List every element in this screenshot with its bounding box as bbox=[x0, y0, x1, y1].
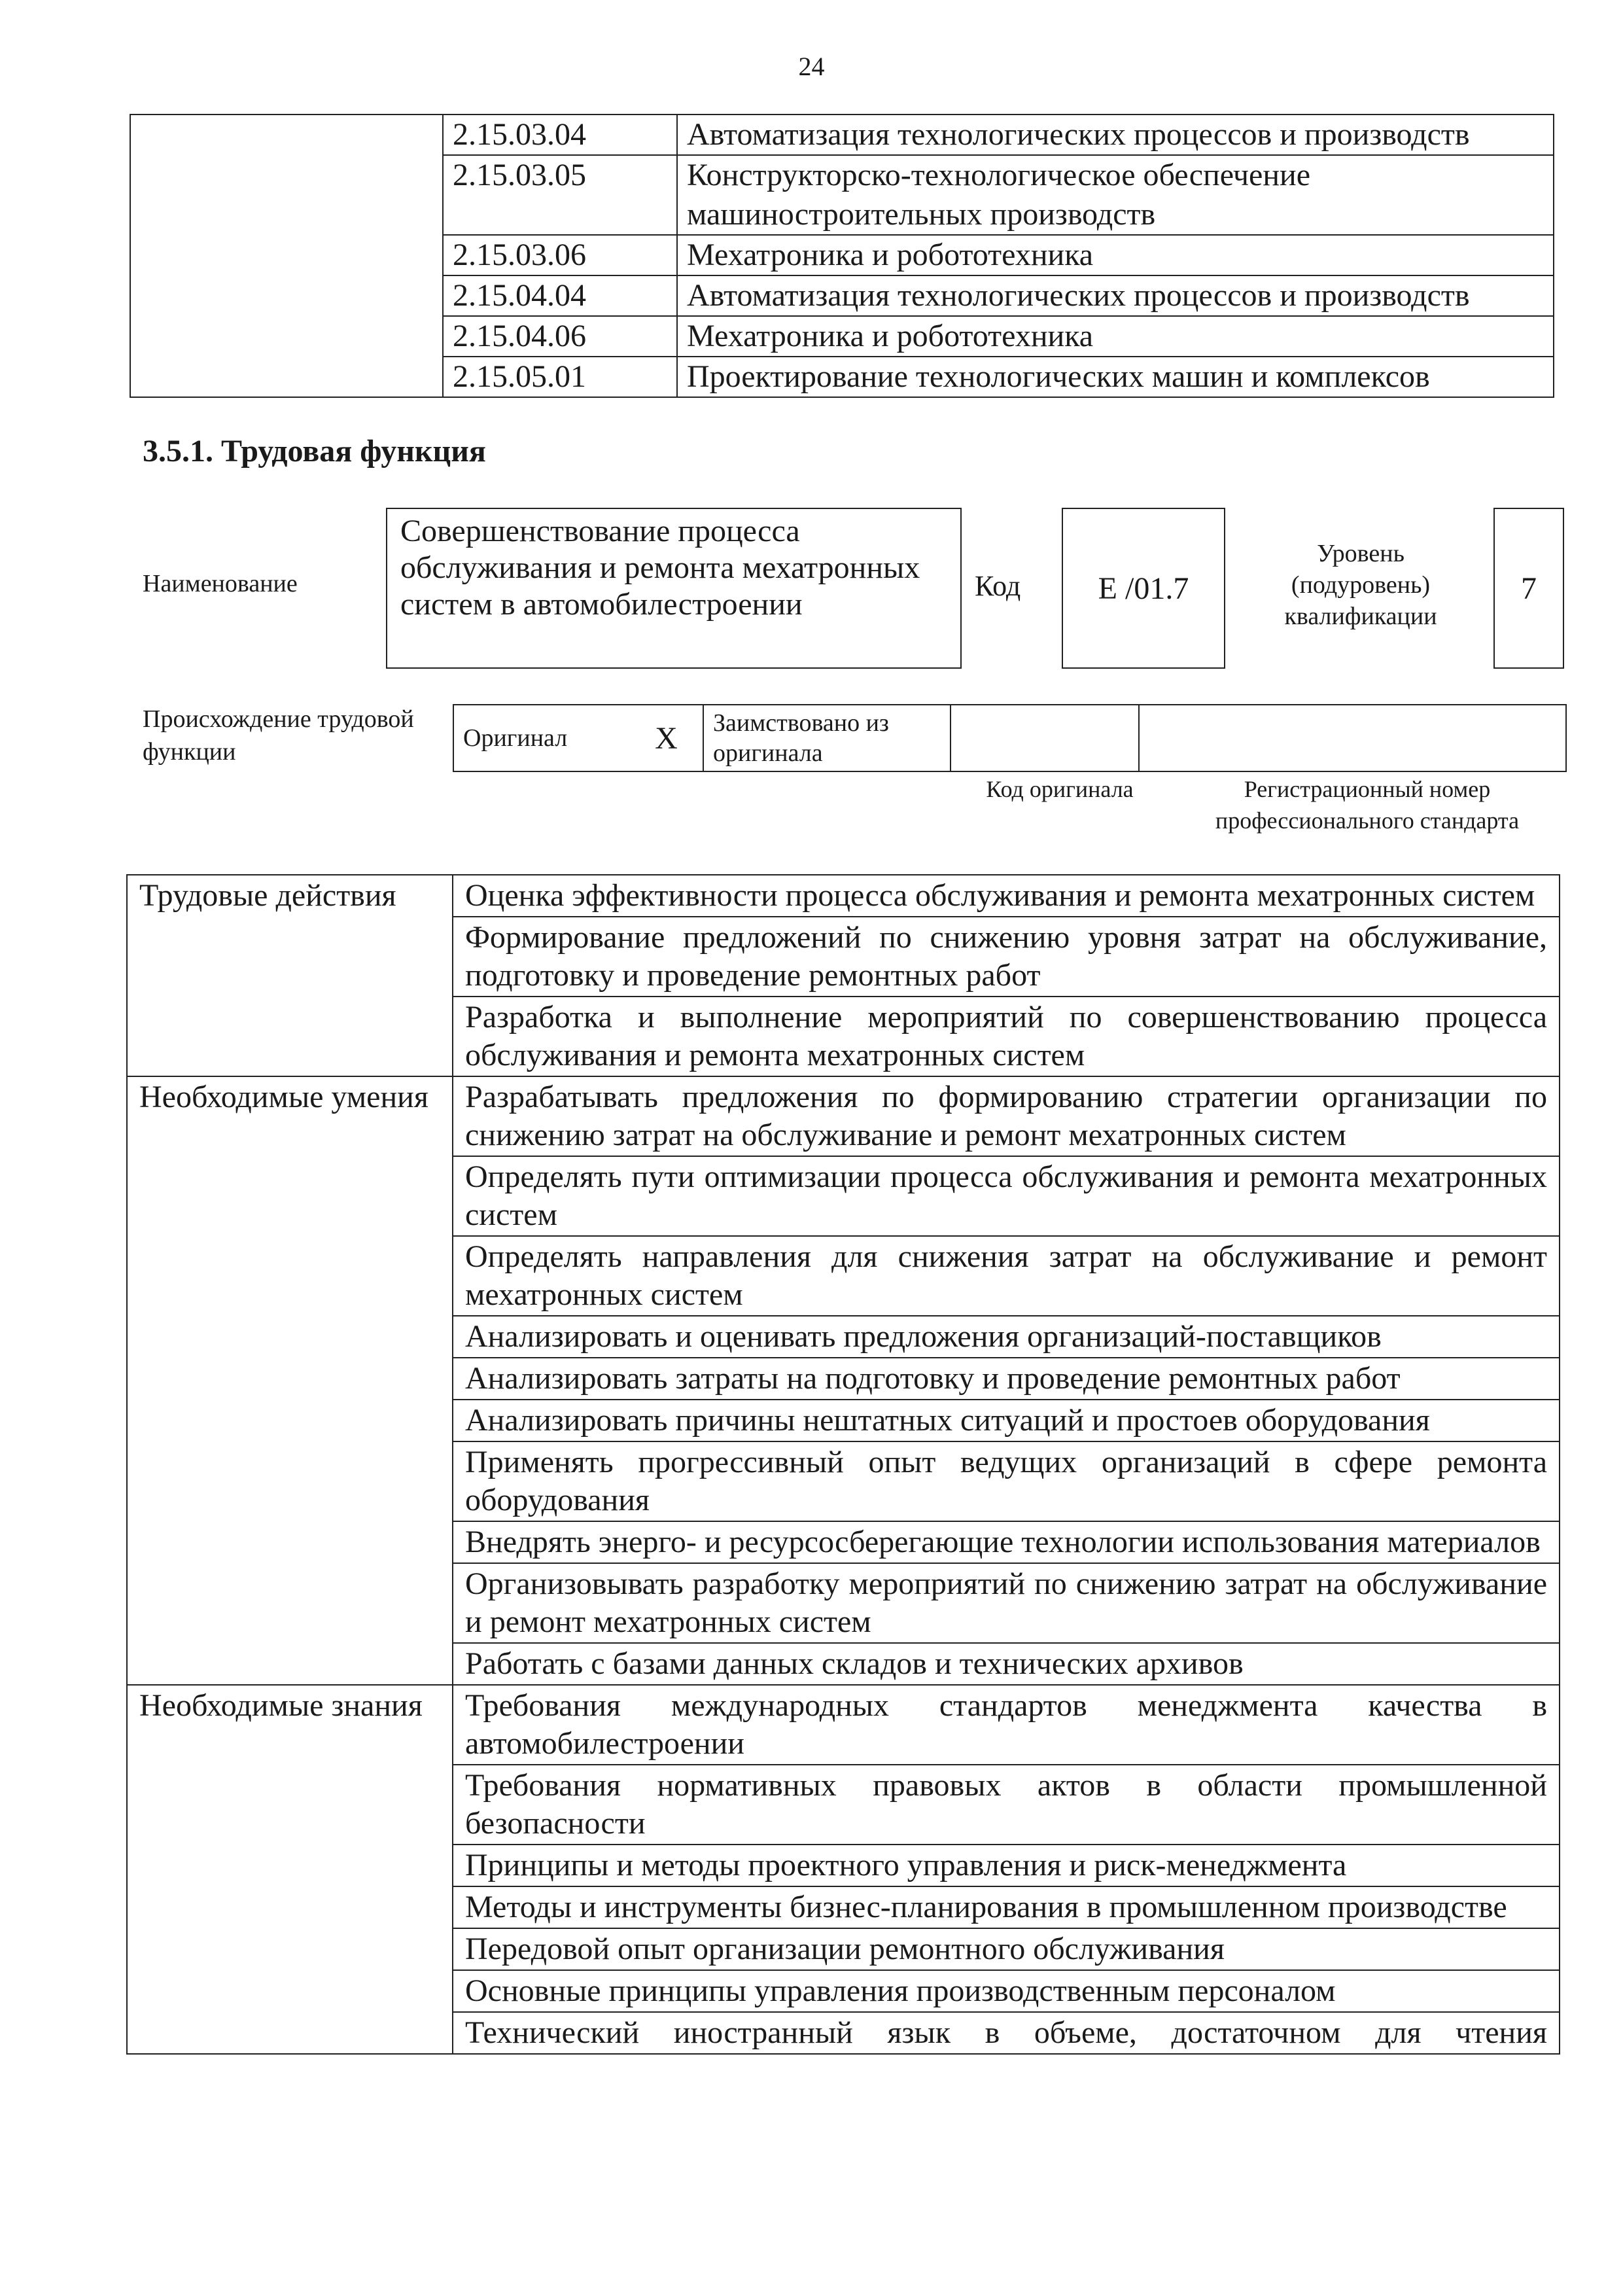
group-item: Определять пути оптимизации процесса обслуживания и ремонта мехатронных систем bbox=[453, 1156, 1560, 1236]
group-item: Работать с базами данных складов и технических архивов bbox=[453, 1643, 1560, 1685]
program-code: 2.15.04.06 bbox=[443, 316, 677, 357]
group-title-continuation bbox=[127, 1400, 453, 1441]
group-item: Применять прогрессивный опыт ведущих организаций в сфере ремонта оборудования bbox=[453, 1441, 1560, 1521]
function-name-value: Совершенствование процесса обслуживания и ремонта мехатронных систем в автомобилестроении bbox=[386, 508, 962, 669]
function-name-label: Наименование bbox=[143, 570, 298, 597]
program-code: 2.15.03.05 bbox=[443, 155, 677, 235]
group-title-continuation bbox=[127, 1928, 453, 1970]
group-title-continuation bbox=[127, 1563, 453, 1643]
group-title-continuation bbox=[127, 1316, 453, 1358]
group-item: Формирование предложений по снижению уровня затрат на обслуживание, подготовку и проведение ремонтных работ bbox=[453, 917, 1560, 997]
group-title-continuation bbox=[127, 1765, 453, 1845]
group-item: Анализировать причины нештатных ситуаций и простоев оборудования bbox=[453, 1400, 1560, 1441]
program-name: Конструкторско-технологическое обеспечение машиностроительных производств bbox=[677, 155, 1554, 235]
table-row bbox=[127, 1563, 1560, 1643]
function-code-value: E /01.7 bbox=[1062, 508, 1225, 669]
table-row bbox=[127, 875, 1560, 917]
group-item: Разработка и выполнение мероприятий по совершенствованию процесса обслуживания и ремонта мехатронных систем bbox=[453, 997, 1560, 1076]
program-name: Автоматизация технологических процессов и производств bbox=[677, 275, 1554, 316]
table-row bbox=[127, 1886, 1560, 1928]
program-name: Мехатроника и робототехника bbox=[677, 235, 1554, 275]
group-title-continuation bbox=[127, 1441, 453, 1521]
program-code: 2.15.03.06 bbox=[443, 235, 677, 275]
table-row bbox=[127, 1970, 1560, 2012]
origin-reg-caption: Регистрационный номер профессионального стандарта bbox=[1215, 776, 1520, 834]
function-level-value: 7 bbox=[1493, 508, 1564, 669]
table-row bbox=[127, 1521, 1560, 1563]
table-row bbox=[127, 1400, 1560, 1441]
group-item: Организовывать разработку мероприятий по снижению затрат на обслуживание и ремонт мехатронных систем bbox=[453, 1563, 1560, 1643]
program-name: Автоматизация технологических процессов и производств bbox=[677, 115, 1554, 155]
group-item: Передовой опыт организации ремонтного обслуживания bbox=[453, 1928, 1560, 1970]
origin-code-caption: Код оригинала bbox=[986, 776, 1134, 802]
group-title-continuation bbox=[127, 1845, 453, 1886]
group-item: Анализировать затраты на подготовку и проведение ремонтных работ bbox=[453, 1358, 1560, 1400]
table-row bbox=[127, 1928, 1560, 1970]
page-number: 24 bbox=[798, 52, 825, 81]
labor-function-table bbox=[126, 874, 1560, 2055]
group-title-continuation bbox=[127, 1358, 453, 1400]
origin-borrowed-label: Заимствовано из оригинала bbox=[703, 705, 951, 771]
group-title: Необходимые умения bbox=[127, 1076, 453, 1156]
group-item: Разрабатывать предложения по формированию стратегии организации по снижению затрат на обслуживание и ремонт мехатронных систем bbox=[453, 1076, 1560, 1156]
program-code: 2.15.03.04 bbox=[443, 115, 677, 155]
function-level-label: Уровень (подуровень) квалификации bbox=[1284, 540, 1437, 630]
table-row bbox=[127, 1358, 1560, 1400]
table-row bbox=[127, 1316, 1560, 1358]
group-item: Требования международных стандартов менеджмента качества в автомобилестроении bbox=[453, 1685, 1560, 1765]
origin-original-mark: X bbox=[630, 705, 703, 771]
group-item: Технический иностранный язык в объеме, достаточном для чтения bbox=[453, 2012, 1560, 2054]
group-item: Оценка эффективности процесса обслуживания и ремонта мехатронных систем bbox=[453, 875, 1560, 917]
table-row bbox=[127, 2012, 1560, 2054]
table-row bbox=[127, 1685, 1560, 1765]
table-row bbox=[127, 1643, 1560, 1685]
education-codes-table bbox=[130, 114, 1554, 398]
group-item: Принципы и методы проектного управления и риск-менеджмента bbox=[453, 1845, 1560, 1886]
group-item: Основные принципы управления производственным персоналом bbox=[453, 1970, 1560, 2012]
table-row bbox=[127, 1765, 1560, 1845]
group-title-continuation bbox=[127, 1643, 453, 1685]
table-row bbox=[127, 1236, 1560, 1316]
program-code: 2.15.04.04 bbox=[443, 275, 677, 316]
origin-original-label: Оригинал bbox=[453, 705, 630, 771]
table-row bbox=[127, 1845, 1560, 1886]
group-title-continuation bbox=[127, 2012, 453, 2054]
group-title: Необходимые знания bbox=[127, 1685, 453, 1765]
group-item: Внедрять энерго- и ресурсосберегающие технологии использования материалов bbox=[453, 1521, 1560, 1563]
group-title: Трудовые действия bbox=[127, 875, 453, 917]
table-row bbox=[127, 917, 1560, 997]
section-title: 3.5.1. Трудовая функция bbox=[143, 434, 486, 468]
group-title-continuation bbox=[127, 1156, 453, 1236]
group-title-continuation bbox=[127, 997, 453, 1076]
program-name: Проектирование технологических машин и комплексов bbox=[677, 357, 1554, 397]
origin-label: Происхождение трудовой функции bbox=[143, 705, 414, 766]
group-item: Требования нормативных правовых актов в области промышленной безопасности bbox=[453, 1765, 1560, 1845]
origin-table bbox=[453, 704, 1567, 772]
group-title-continuation bbox=[127, 1886, 453, 1928]
group-title-continuation bbox=[127, 917, 453, 997]
program-name: Мехатроника и робототехника bbox=[677, 316, 1554, 357]
origin-code-cell bbox=[951, 705, 1139, 771]
group-title-continuation bbox=[127, 1236, 453, 1316]
table-row bbox=[127, 997, 1560, 1076]
group-title-continuation bbox=[127, 1521, 453, 1563]
code-row-blank bbox=[130, 115, 443, 397]
group-title-continuation bbox=[127, 1970, 453, 2012]
group-item: Методы и инструменты бизнес-планирования в промышленном производстве bbox=[453, 1886, 1560, 1928]
group-item: Анализировать и оценивать предложения организаций-поставщиков bbox=[453, 1316, 1560, 1358]
program-code: 2.15.05.01 bbox=[443, 357, 677, 397]
code-row bbox=[130, 115, 1554, 155]
group-item: Определять направления для снижения затрат на обслуживание и ремонт мехатронных систем bbox=[453, 1236, 1560, 1316]
table-row bbox=[127, 1156, 1560, 1236]
table-row bbox=[127, 1076, 1560, 1156]
table-row bbox=[127, 1441, 1560, 1521]
origin-reg-cell bbox=[1139, 705, 1566, 771]
function-code-label: Код bbox=[975, 570, 1021, 602]
